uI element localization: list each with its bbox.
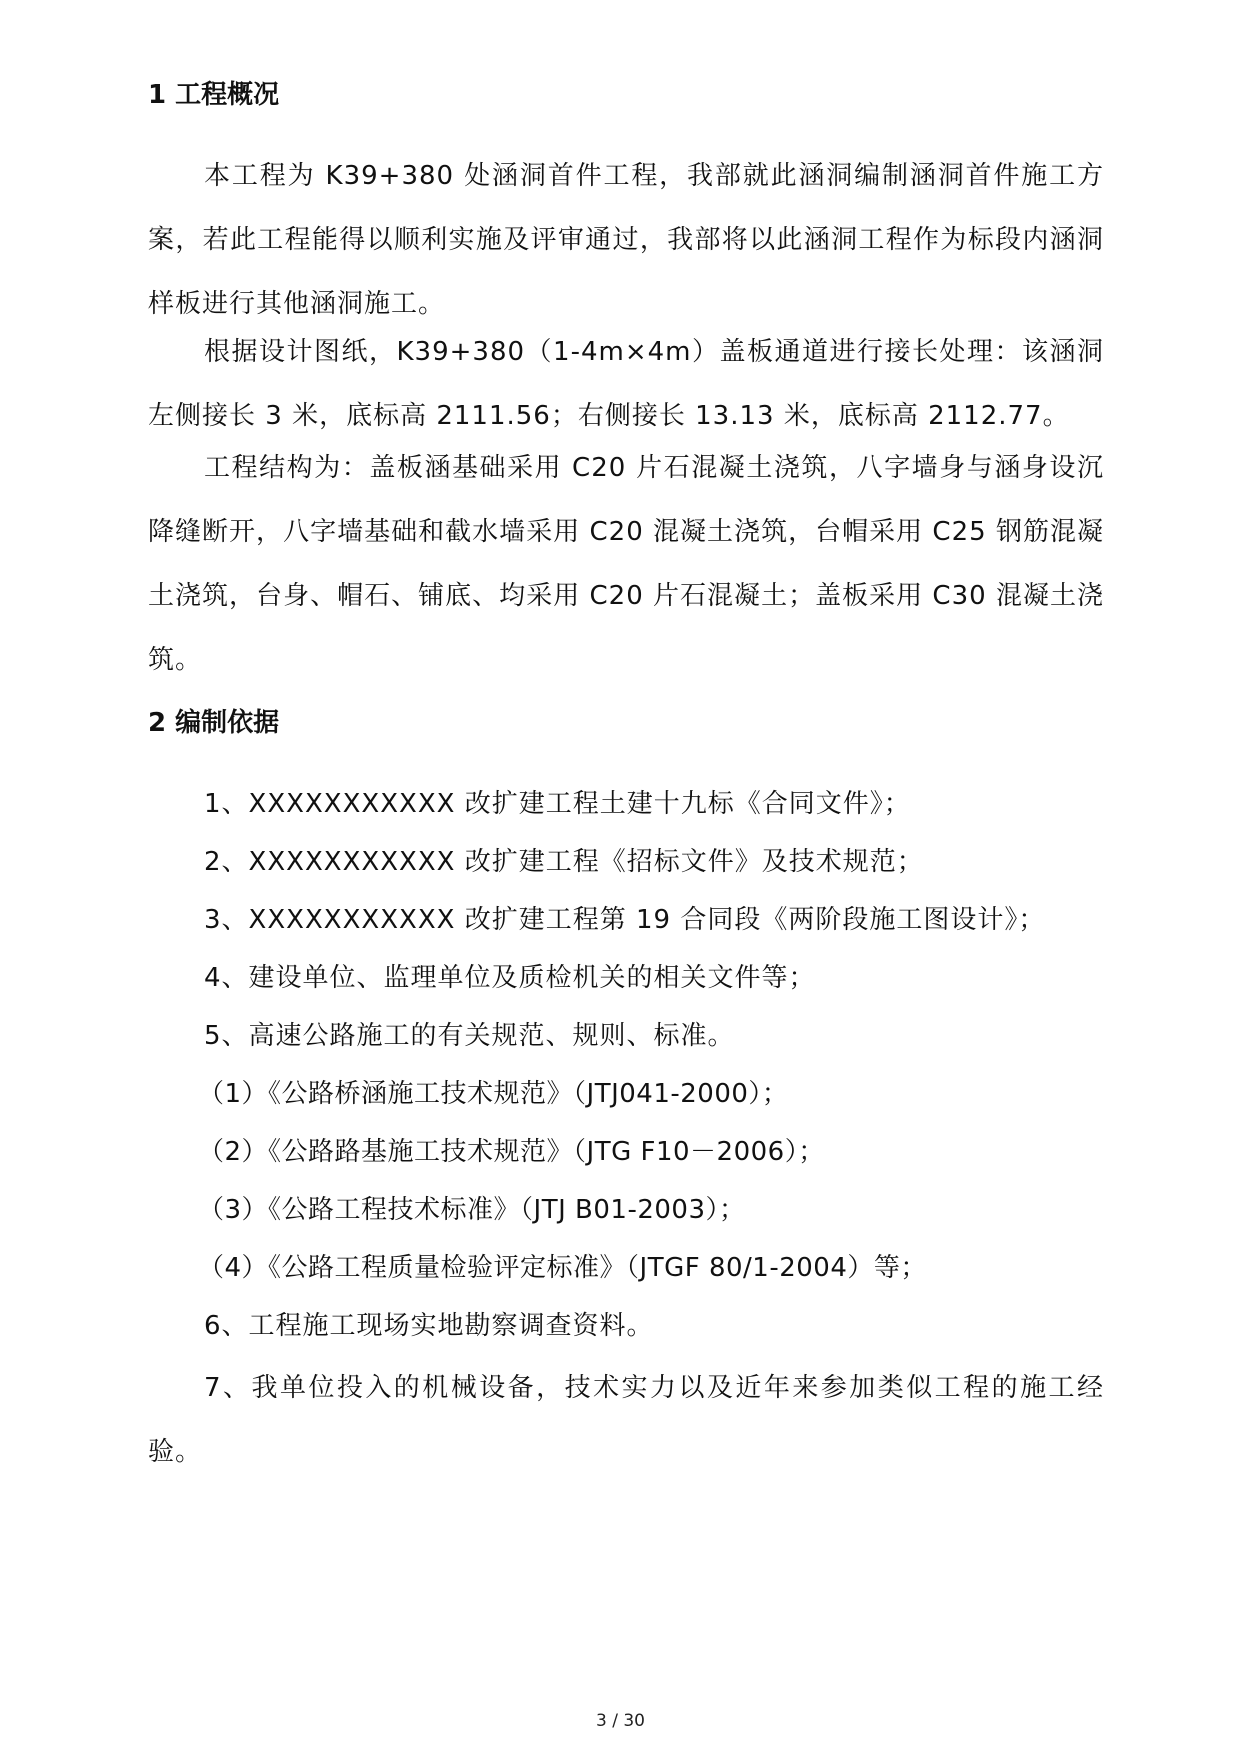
basis-item-4: 4、建设单位、监理单位及质检机关的相关文件等；	[204, 963, 816, 993]
page-number: 3 / 30	[596, 1711, 645, 1731]
standard-item-4: （4）《公路工程质量检验评定标准》（JTGF 80/1-2004）等；	[198, 1253, 927, 1283]
basis-item-2: 2、XXXXXXXXXXX 改扩建工程《招标文件》及技术规范；	[204, 847, 924, 877]
standard-item-1: （1）《公路桥涵施工技术规范》（JTJ041-2000）；	[198, 1079, 789, 1109]
section-1-paragraph-1: 本工程为 K39+380 处涵洞首件工程，我部就此涵洞编制涵洞首件施工方案，若此工程能得以顺利实施及评审通过，我部将以此涵洞工程作为标段内涵洞样板进行其他涵洞施工。	[148, 161, 1104, 319]
section-1-paragraph-3: 工程结构为：盖板涵基础采用 C20 片石混凝土浇筑，八字墙身与涵身设沉降缝断开，八字墙基础和截水墙采用 C20 混凝土浇筑，台帽采用 C25 钢筋混凝土浇筑，台身、帽石、铺底、均采用 C20 片石混凝土；盖板采用 C30 混凝土浇筑。	[148, 453, 1104, 675]
standard-item-3: （3）《公路工程技术标准》（JTJ B01-2003）；	[198, 1195, 746, 1225]
basis-item-6: 6、工程施工现场实地勘察调查资料。	[204, 1311, 654, 1341]
basis-item-7: 7、我单位投入的机械设备，技术实力以及近年来参加类似工程的施工经验。	[148, 1373, 1104, 1467]
section-2-heading: 2 编制依据	[148, 708, 280, 738]
basis-item-3: 3、XXXXXXXXXXX 改扩建工程第 19 合同段《两阶段施工图设计》；	[204, 905, 1046, 935]
basis-item-5: 5、高速公路施工的有关规范、规则、标准。	[204, 1021, 735, 1051]
section-1-heading: 1 工程概况	[148, 80, 280, 110]
standard-item-2: （2）《公路路基施工技术规范》（JTG F10－2006）；	[198, 1137, 825, 1167]
section-1-paragraph-2: 根据设计图纸，K39+380（1-4m×4m）盖板通道进行接长处理：该涵洞左侧接长 3 米，底标高 2111.56；右侧接长 13.13 米，底标高 2112.77。	[148, 337, 1104, 431]
basis-item-1: 1、XXXXXXXXXXX 改扩建工程土建十九标《合同文件》；	[204, 789, 911, 819]
